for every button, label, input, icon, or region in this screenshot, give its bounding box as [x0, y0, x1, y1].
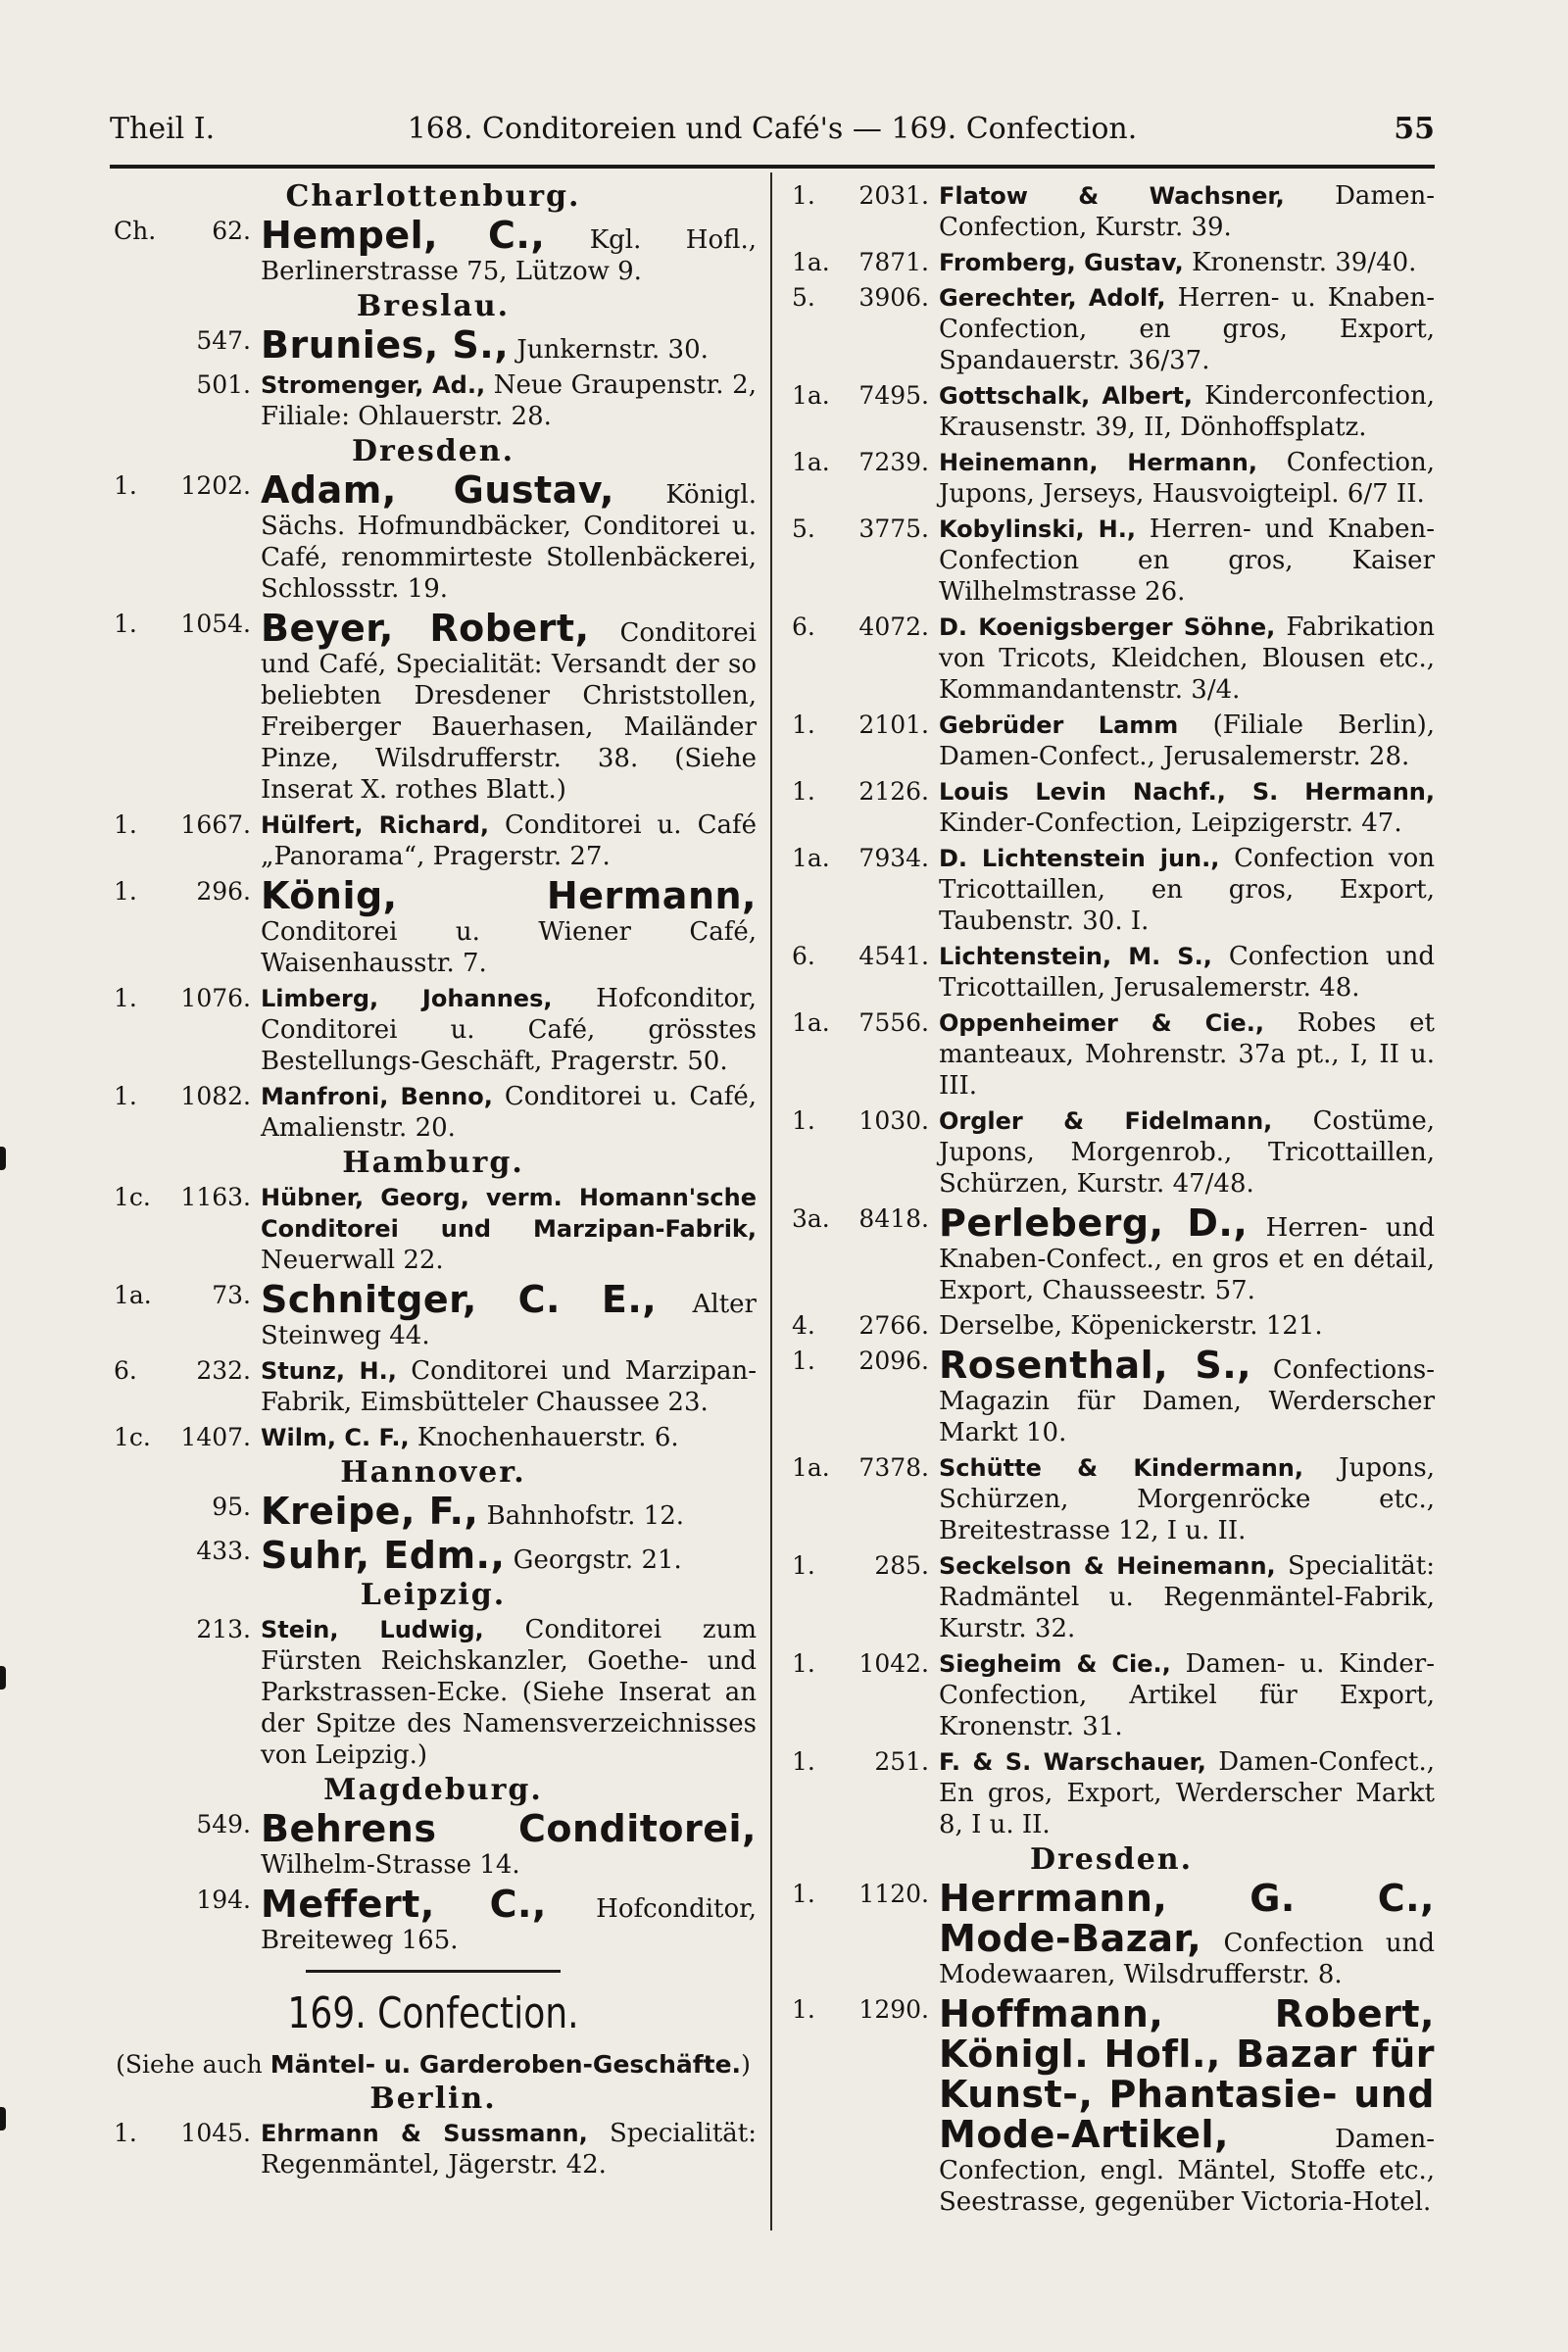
entry-number — [788, 1346, 929, 1377]
directory-entry — [110, 1355, 757, 1418]
phone-number: 251. — [874, 1747, 929, 1776]
entry-number — [788, 180, 929, 212]
entry-number — [110, 325, 251, 357]
directory-entry — [110, 983, 757, 1077]
entry-number — [788, 1452, 929, 1484]
entry-number — [788, 843, 929, 874]
directory-entry — [110, 2118, 757, 2180]
business-name: Suhr, Edm., — [261, 1534, 506, 1577]
business-name: Schütte & Kindermann, — [939, 1454, 1304, 1482]
district-number: 1a. — [792, 381, 830, 410]
business-name: Gebrüder Lamm — [939, 711, 1179, 739]
district-number: 1. — [114, 2119, 137, 2147]
entry-details: Kinderconfection, Krausenstr. 39, II, Dönhoffsplatz. — [939, 381, 1435, 442]
entry-number — [788, 514, 929, 545]
district-number: 1. — [792, 1106, 815, 1135]
entry-details: Damen-Confect., En gros, Export, Werderscher Markt 8, I u. II. — [939, 1747, 1435, 1839]
directory-entry — [788, 1310, 1435, 1342]
district-number: 1a. — [792, 844, 830, 872]
business-name: Louis Levin Nachf., S. Hermann, — [939, 778, 1435, 806]
business-name: Hübner, Georg, verm. Homann'sche Conditorei und Marzipan-Fabrik, — [261, 1184, 757, 1243]
business-name: Herrmann, G. C., Mode-Bazar, — [939, 1877, 1435, 1960]
entry-details: Wilhelm-Strasse 14. — [261, 1850, 520, 1880]
entry-details: Kronenstr. 39/40. — [1183, 248, 1417, 277]
business-name: Perleberg, D., — [939, 1201, 1249, 1245]
directory-entry — [788, 380, 1435, 443]
directory-entry — [110, 369, 757, 432]
phone-number: 1076. — [180, 984, 251, 1012]
business-name: Stromenger, Ad., — [261, 371, 486, 399]
left-column — [110, 178, 757, 2184]
right-column — [788, 178, 1435, 2222]
district-number: 1a. — [792, 1008, 830, 1037]
binding-hole — [0, 1147, 6, 1170]
phone-number: 2766. — [858, 1311, 929, 1340]
business-name: Limberg, Johannes, — [261, 985, 553, 1012]
entry-details: Knochenhauerstr. 6. — [409, 1423, 679, 1452]
entry-number — [788, 1203, 929, 1235]
entry-details: Damen- u. Kinder-Confection, Artikel für Export, Kronenstr. 31. — [939, 1649, 1436, 1741]
district-number: 1. — [114, 610, 137, 638]
district-number — [110, 1492, 114, 1523]
entry-number — [788, 380, 929, 412]
entry-details: Herren- und Knaben-Confect., en gros et en détail, Export, Chausseestr. 57. — [939, 1213, 1436, 1305]
business-name: Seckelson & Heinemann, — [939, 1552, 1276, 1580]
phone-number: 1667. — [180, 810, 251, 839]
business-name: Siegheim & Cie., — [939, 1650, 1171, 1678]
district-number: Ch. — [114, 217, 157, 245]
entry-number — [788, 247, 929, 278]
phone-number: 73. — [212, 1281, 251, 1309]
phone-number: 213. — [196, 1615, 251, 1643]
business-name: Manfroni, Benno, — [261, 1083, 493, 1110]
city-heading: Dresden. — [1029, 1842, 1194, 1877]
entry-details: Specialität: Radmäntel u. Regenmäntel-Fabrik, Kurstr. 32. — [939, 1551, 1435, 1643]
directory-entry — [788, 1105, 1435, 1200]
district-number: 1a. — [792, 448, 830, 476]
phone-number: 1045. — [180, 2119, 251, 2147]
district-number: 1a. — [792, 248, 830, 276]
district-number: 1a. — [792, 1453, 830, 1482]
directory-entry — [110, 1280, 757, 1351]
entry-details: (Filiale Berlin), Damen-Confect., Jerusalemerstr. 28. — [939, 710, 1435, 771]
directory-entry — [788, 1550, 1435, 1644]
entry-number — [788, 612, 929, 643]
business-name: Hülfert, Richard, — [261, 811, 490, 839]
business-name: F. & S. Warschauer, — [939, 1748, 1206, 1776]
entry-details: Confection von Tricottaillen, en gros, Export, Taubenstr. 30. I. — [939, 844, 1435, 936]
entry-number — [788, 710, 929, 741]
phone-number: 1163. — [180, 1183, 251, 1211]
phone-number: 194. — [196, 1886, 251, 1914]
phone-number: 7556. — [858, 1008, 929, 1037]
phone-number: 7871. — [858, 248, 929, 276]
district-number: 1c. — [114, 1423, 151, 1451]
entry-number — [788, 1879, 929, 1910]
phone-number: 547. — [196, 326, 251, 355]
directory-entry — [788, 1007, 1435, 1102]
phone-number: 62. — [212, 217, 251, 245]
business-name: Fromberg, Gustav, — [939, 249, 1184, 276]
entry-details: Kgl. Hofl., Berlinerstrasse 75, Lützow 9. — [261, 225, 758, 286]
entry-number — [788, 1310, 929, 1342]
phone-number: 1030. — [858, 1106, 929, 1135]
entry-number — [788, 776, 929, 808]
entry-details: Conditorei und Café, Specialität: Versandt der so beliebten Dresdener Christstollen, Freiberger Bauerhasen, Mailänder Pinze, Wilsdrufferstr. 38. (Siehe Inserat X. rothes Blatt.) — [261, 618, 757, 805]
district-number — [110, 1885, 114, 1916]
entry-details: Confections-Magazin für Damen, Werderscher Markt 10. — [939, 1355, 1435, 1447]
business-name: Ehrmann & Sussmann, — [261, 2120, 588, 2147]
district-number — [110, 1536, 114, 1567]
directory-entry — [110, 1614, 757, 1771]
cross-reference-note — [110, 2049, 757, 2081]
note-prefix: (Siehe auch — [116, 2050, 270, 2079]
phone-number: 1202. — [180, 471, 251, 500]
directory-entry — [110, 609, 757, 806]
directory-entry — [110, 470, 757, 605]
entry-details: Alter Steinweg 44. — [261, 1290, 757, 1350]
phone-number: 7378. — [858, 1453, 929, 1482]
phone-number: 1290. — [858, 1995, 929, 2024]
city-heading: Berlin. — [369, 2082, 497, 2116]
business-name: Schnitger, C. E., — [261, 1278, 658, 1321]
directory-entry — [110, 1536, 757, 1576]
phone-number: 4072. — [858, 612, 929, 641]
entry-number — [788, 1746, 929, 1778]
directory-entry — [110, 1885, 757, 1956]
section-rule — [306, 1970, 561, 1973]
phone-number: 232. — [196, 1356, 251, 1385]
business-name: Kobylinski, H., — [939, 515, 1136, 543]
phone-number: 549. — [196, 1810, 251, 1838]
business-name: König, Hermann, — [261, 874, 757, 917]
business-name: Brunies, S., — [261, 323, 510, 367]
phone-number: 7239. — [858, 448, 929, 476]
entry-details: Georgstr. 21. — [505, 1545, 682, 1575]
district-number: 5. — [792, 283, 815, 312]
district-number — [110, 1614, 114, 1645]
district-number: 1. — [114, 1082, 137, 1110]
city-heading: Dresden. — [351, 434, 515, 468]
header-part: Theil I. — [110, 112, 216, 146]
note-suffix: ) — [741, 2050, 751, 2079]
entry-number — [110, 983, 251, 1014]
district-number: 1a. — [114, 1281, 152, 1309]
phone-number: 285. — [874, 1551, 929, 1580]
directory-entry — [110, 1182, 757, 1276]
phone-number: 7495. — [858, 381, 929, 410]
city-heading: Breslau. — [356, 289, 511, 323]
business-name: Stunz, H., — [261, 1357, 397, 1385]
directory-entry — [110, 1081, 757, 1144]
district-number: 1. — [792, 1995, 815, 2024]
binding-hole — [0, 2107, 6, 2131]
entry-details: Confection, Jupons, Jerseys, Hausvoigteipl. 6/7 II. — [939, 448, 1435, 509]
district-number: 1. — [792, 1551, 815, 1580]
phone-number: 1082. — [180, 1082, 251, 1110]
entry-details: Robes et manteaux, Mohrenstr. 37a pt., I, II u. III. — [939, 1008, 1436, 1101]
directory-entry — [788, 1994, 1435, 2218]
phone-number: 95. — [212, 1493, 251, 1521]
phone-number: 1407. — [180, 1423, 251, 1451]
phone-number: 1042. — [858, 1649, 929, 1678]
district-number: 6. — [114, 1356, 137, 1385]
entry-details: Herren- und Knaben-Confection en gros, Kaiser Wilhelmstrasse 26. — [939, 514, 1435, 607]
phone-number: 2031. — [858, 181, 929, 210]
district-number — [110, 1809, 114, 1840]
entry-number — [110, 1355, 251, 1387]
entry-details: Jupons, Schürzen, Morgenröcke etc., Breitestrasse 12, I u. II. — [939, 1453, 1435, 1545]
phone-number: 4541. — [858, 942, 929, 970]
business-name: Stein, Ludwig, — [261, 1616, 484, 1643]
entry-number — [110, 2118, 251, 2149]
business-name: Behrens Conditorei, — [261, 1807, 757, 1850]
entry-number — [110, 1182, 251, 1213]
entry-details: Damen-Confection, Kurstr. 39. — [939, 181, 1436, 242]
district-number: 1. — [114, 984, 137, 1012]
phone-number: 8418. — [858, 1204, 929, 1233]
entry-details: Königl. Sächs. Hofmundbäcker, Conditorei u. Café, renommirteste Stollenbäckerei, Schlossstr. 19. — [261, 480, 757, 604]
entry-number — [110, 470, 251, 502]
district-number: 6. — [792, 612, 815, 641]
business-name: Flatow & Wachsner, — [939, 182, 1285, 210]
phone-number: 3906. — [858, 283, 929, 312]
entry-details: Confection und Modewaaren, Wilsdrufferstr. 8. — [939, 1929, 1435, 1989]
business-name: Rosenthal, S., — [939, 1344, 1252, 1387]
entry-number — [110, 1809, 251, 1840]
note-reference: Mäntel- u. Garderoben-Geschäfte. — [270, 2050, 742, 2079]
entry-number — [788, 1550, 929, 1582]
entry-details: Neue Graupenstr. 2, Filiale: Ohlauerstr. 28. — [261, 370, 757, 431]
entry-details: Junkernstr. 30. — [509, 335, 709, 365]
directory-entry — [788, 843, 1435, 937]
entry-number — [788, 941, 929, 972]
entry-number — [110, 1081, 251, 1112]
district-number: 1. — [114, 471, 137, 500]
business-name: Hoffmann, Robert, Königl. Hofl., Bazar für Kunst-, Phantasie- und Mode-Artikel, — [939, 1992, 1435, 2156]
city-heading: Hannover. — [340, 1455, 526, 1490]
entry-details: Herren- u. Knaben-Confection, en gros, Export, Spandauerstr. 36/37. — [939, 283, 1435, 375]
entry-details: Confection und Tricottaillen, Jerusalemerstr. 48. — [939, 942, 1435, 1003]
business-name: Beyer, Robert, — [261, 607, 590, 650]
entry-details: Specialität: Regenmäntel, Jägerstr. 42. — [261, 2119, 757, 2180]
city-heading: Leipzig. — [360, 1578, 507, 1612]
phone-number: 2126. — [858, 777, 929, 806]
district-number: 6. — [792, 942, 815, 970]
directory-entry — [788, 1648, 1435, 1742]
directory-entry — [788, 1203, 1435, 1306]
district-number: 1. — [792, 1347, 815, 1375]
header-title: 168. Conditoreien und Café's — 169. Confection. — [407, 112, 1138, 146]
entry-number — [110, 609, 251, 640]
district-number: 1. — [792, 710, 815, 739]
business-name: Adam, Gustav, — [261, 468, 614, 512]
business-name: Orgler & Fidelmann, — [939, 1107, 1273, 1135]
directory-entry — [788, 180, 1435, 243]
column-divider — [770, 172, 772, 2230]
section-heading: 169. Confection. — [287, 1988, 579, 2038]
directory-entry — [110, 876, 757, 979]
business-name: D. Lichtenstein jun., — [939, 845, 1220, 872]
district-number — [110, 369, 114, 401]
entry-number — [110, 1492, 251, 1523]
header-rule — [110, 165, 1435, 169]
entry-details: Conditorei und Marzipan-Fabrik, Eimsbütteler Chaussee 23. — [261, 1356, 757, 1417]
phone-number: 2096. — [858, 1347, 929, 1375]
entry-details: Hofconditor, Conditorei u. Café, grösstes Bestellungs-Geschäft, Pragerstr. 50. — [261, 984, 757, 1076]
phone-number: 2101. — [858, 710, 929, 739]
entry-number — [788, 1105, 929, 1137]
directory-entry — [110, 1492, 757, 1532]
city-heading: Hamburg. — [342, 1146, 524, 1180]
district-number: 4. — [792, 1311, 815, 1340]
directory-entry — [110, 1809, 757, 1881]
business-name: Heinemann, Hermann, — [939, 449, 1257, 476]
entry-details: Conditorei u. Wiener Café, Waisenhausstr. 7. — [261, 917, 757, 978]
business-name: Gerechter, Adolf, — [939, 284, 1166, 312]
page-number: 55 — [1394, 112, 1435, 146]
business-name: Kreipe, F., — [261, 1490, 479, 1533]
business-name: Hempel, C., — [261, 214, 546, 257]
entry-details: Hofconditor, Breiteweg 165. — [261, 1894, 757, 1955]
entry-number — [110, 1280, 251, 1311]
entry-number — [110, 216, 251, 247]
entry-details: Costüme, Jupons, Morgenrob., Tricottaillen, Schürzen, Kurstr. 47/48. — [939, 1106, 1435, 1199]
phone-number: 296. — [196, 877, 251, 906]
directory-entry — [788, 1452, 1435, 1546]
entry-details: Conditorei zum Fürsten Reichskanzler, Goethe- und Parkstrassen-Ecke. (Siehe Inserat an der Spitze des Namensverzeichnisses von Leipzig.) — [261, 1615, 757, 1770]
phone-number: 1120. — [858, 1880, 929, 1908]
entry-number — [788, 1007, 929, 1039]
district-number: 1. — [114, 877, 137, 906]
directory-entry — [788, 282, 1435, 376]
directory-entry — [788, 612, 1435, 706]
entry-details: Neuerwall 22. — [261, 1246, 444, 1275]
directory-entry — [788, 514, 1435, 608]
entry-number — [110, 1536, 251, 1567]
district-number: 1. — [114, 810, 137, 839]
directory-entry — [788, 247, 1435, 278]
directory-entry — [110, 809, 757, 872]
district-number: 1. — [792, 1747, 815, 1776]
entry-number — [110, 1422, 251, 1453]
entry-details: Conditorei u. Café „Panorama“, Pragerstr. 27. — [261, 810, 757, 871]
entry-number — [110, 369, 251, 401]
district-number: 1. — [792, 181, 815, 210]
business-name: D. Koenigsberger Söhne, — [939, 613, 1276, 641]
district-number: 1. — [792, 1880, 815, 1908]
entry-details: Fabrikation von Tricots, Kleidchen, Blousen etc., Kommandantenstr. 3/4. — [939, 612, 1435, 705]
binding-hole — [0, 1666, 6, 1690]
phone-number: 501. — [196, 370, 251, 399]
district-number: 3a. — [792, 1204, 830, 1233]
entry-number — [110, 876, 251, 907]
business-name: Meffert, C., — [261, 1883, 547, 1926]
phone-number: 3775. — [858, 514, 929, 543]
business-name: Lichtenstein, M. S., — [939, 943, 1212, 970]
business-name: Wilm, C. F., — [261, 1424, 410, 1451]
directory-entry — [110, 325, 757, 366]
entry-number — [788, 282, 929, 314]
entry-number — [788, 1994, 929, 2026]
city-heading: Magdeburg. — [323, 1773, 543, 1807]
district-number: 5. — [792, 514, 815, 543]
entry-details: Derselbe, Köpenickerstr. 121. — [939, 1311, 1323, 1341]
entry-details: Conditorei u. Café, Amalienstr. 20. — [261, 1082, 757, 1143]
entry-number — [110, 809, 251, 841]
city-heading: Charlottenburg. — [285, 179, 581, 214]
entry-number — [788, 447, 929, 478]
directory-entry — [110, 1422, 757, 1453]
directory-entry — [788, 710, 1435, 772]
entry-details: Bahnhofstr. 12. — [478, 1501, 684, 1531]
directory-entry — [788, 1746, 1435, 1840]
entry-number — [788, 1648, 929, 1680]
directory-entry — [788, 447, 1435, 510]
directory-entry — [110, 216, 757, 287]
directory-entry — [788, 1346, 1435, 1448]
phone-number: 1054. — [180, 610, 251, 638]
business-name: Oppenheimer & Cie., — [939, 1009, 1264, 1037]
directory-entry — [788, 941, 1435, 1004]
entry-number — [110, 1614, 251, 1645]
business-name: Gottschalk, Albert, — [939, 382, 1194, 410]
entry-number — [110, 1885, 251, 1916]
district-number — [110, 325, 114, 357]
district-number: 1c. — [114, 1183, 151, 1211]
district-number: 1. — [792, 777, 815, 806]
directory-entry — [788, 1879, 1435, 1990]
directory-entry — [788, 776, 1435, 839]
district-number: 1. — [792, 1649, 815, 1678]
entry-details: Kinder-Confection, Leipzigerstr. 47. — [939, 808, 1402, 838]
phone-number: 7934. — [858, 844, 929, 872]
entry-details: Damen-Confection, engl. Mäntel, Stoffe etc., Seestrasse, gegenüber Victoria-Hotel. — [939, 2125, 1435, 2217]
phone-number: 433. — [196, 1537, 251, 1565]
